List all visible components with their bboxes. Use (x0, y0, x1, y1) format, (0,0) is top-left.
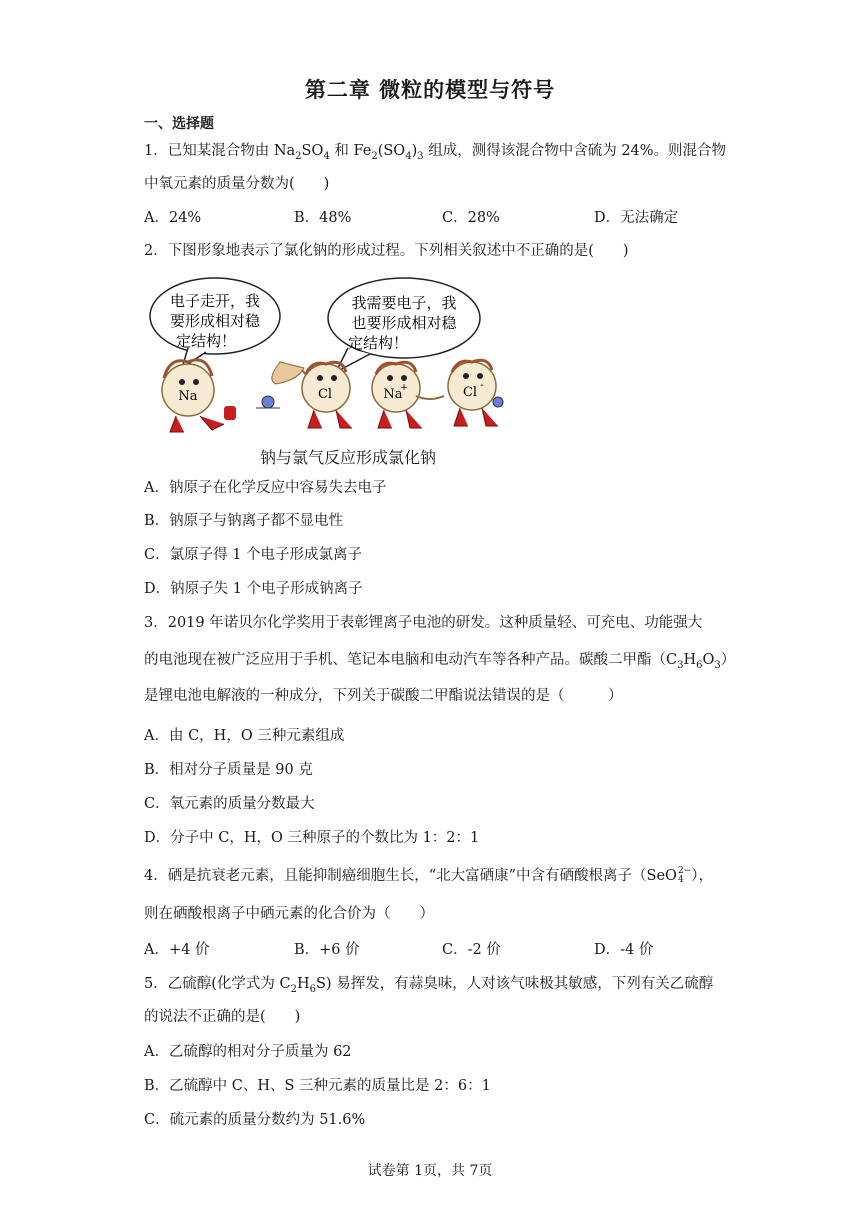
speech-bubble-left (150, 278, 280, 368)
page-footer: 试卷第 1页，共 7页 (367, 1163, 493, 1179)
q3-stem-line3: 是锂电池电解液的一种成分，下列关于碳酸二甲酯说法错误的是（ ） (144, 688, 623, 704)
q5-stem-line2: 的说法不正确的是( ) (144, 1009, 301, 1025)
label-na-ion-charge: + (400, 383, 408, 393)
q5-option-b: B．乙硫醇中 C、H、S 三种元素的质量比是 2：6：1 (144, 1078, 491, 1094)
q3-stem-line1: 3．2019 年诺贝尔化学奖用于表彰锂离子电池的研发。这种质量轻、可充电、功能强大 (144, 615, 703, 631)
q1-option-b: B．48% (294, 210, 352, 226)
sodium-atom-character (162, 360, 236, 432)
label-na: Na (178, 389, 198, 404)
label-cl: Cl (317, 387, 333, 402)
q1-option-a: A．24% (144, 210, 202, 226)
sodium-ion-character (372, 362, 444, 428)
chlorine-atom-character (302, 362, 352, 428)
q4-option-b: B．+6 价 (294, 942, 360, 958)
bubble-left-line3: 定结构！ (175, 332, 237, 350)
bubble-right-line1: 我需要电子，我 (351, 294, 457, 312)
q5-stem-line1: 5．乙硫醇(化学式为 $C_2H_6S$) 易挥发，有蒜臭味，人对该气味极其敏感，下列有关乙硫醇 (144, 976, 714, 995)
figure-caption: 钠与氯气反应形成氯化钠 (260, 448, 437, 467)
q2-stem: 2．下图形象地表示了氯化钠的形成过程。下列相关叙述中不正确的是( ) (144, 243, 629, 259)
q1-stem-line2: 中氧元素的质量分数为( ) (144, 176, 330, 192)
section-heading: 一、选择题 (144, 116, 214, 132)
page-title: 第二章 微粒的模型与符号 (304, 78, 556, 102)
bubble-right-line2: 也要形成相对稳 (351, 314, 457, 332)
q1-stem-line1: 1．已知某混合物由 $Na_2SO_4$ 和 $Fe_2(SO_4)_3$ 组成，测得该混合物中含硫为 24%。则混合物 (144, 143, 727, 162)
q2-option-a: A．钠原子在化学反应中容易失去电子 (144, 480, 387, 496)
bubble-left-line2: 要形成相对稳 (169, 312, 261, 330)
q5-option-c: C．硫元素的质量分数约为 51.6% (144, 1112, 366, 1128)
q4-option-a: A．+4 价 (144, 942, 210, 958)
q5-option-a: A．乙硫醇的相对分子质量为 62 (144, 1044, 352, 1060)
q4-option-d: D．-4 价 (594, 942, 654, 958)
sodium-chloride-illustration (148, 272, 528, 468)
q2-option-b: B．钠原子与钠离子都不显电性 (144, 513, 344, 529)
chloride-ion-character (448, 360, 503, 426)
q4-option-c: C．-2 价 (442, 942, 501, 958)
bubble-left-line1: 电子走开，我 (169, 292, 261, 310)
q3-option-a: A．由 C，H，O 三种元素组成 (144, 728, 345, 744)
q4-stem-line2: 则在硒酸根离子中硒元素的化合价为（ ） (144, 906, 434, 922)
q4-stem-line1: 4．硒是抗衰老元素，且能抑制癌细胞生长，“北大富硒康”中含有硒酸根离子（SeO 2− 4 ）， (144, 866, 713, 885)
q2-option-d: D．钠原子失 1 个电子形成钠离子 (144, 581, 363, 597)
bubble-right-line3: 定结构！ (347, 334, 409, 352)
q3-option-d: D．分子中 C，H，O 三种原子的个数比为 1：2：1 (144, 830, 480, 846)
speech-bubble-right (328, 278, 480, 372)
q3-option-b: B．相对分子质量是 90 克 (144, 762, 313, 778)
label-cl-ion: Cl (462, 385, 478, 400)
label-na-ion: Na (383, 387, 403, 402)
q3-stem-line2: 的电池现在被广泛应用于手机、笔记本电脑和电动汽车等各种产品。碳酸二甲酯$(C_3H_6O_3)$ (144, 652, 736, 671)
q1-option-c: C．28% (442, 210, 500, 226)
q1-option-d: D．无法确定 (594, 210, 679, 226)
label-cl-ion-charge: - (480, 380, 484, 391)
q3-option-c: C．氧元素的质量分数最大 (144, 796, 315, 812)
q2-option-c: C．氯原子得 1 个电子形成氯离子 (144, 547, 363, 563)
